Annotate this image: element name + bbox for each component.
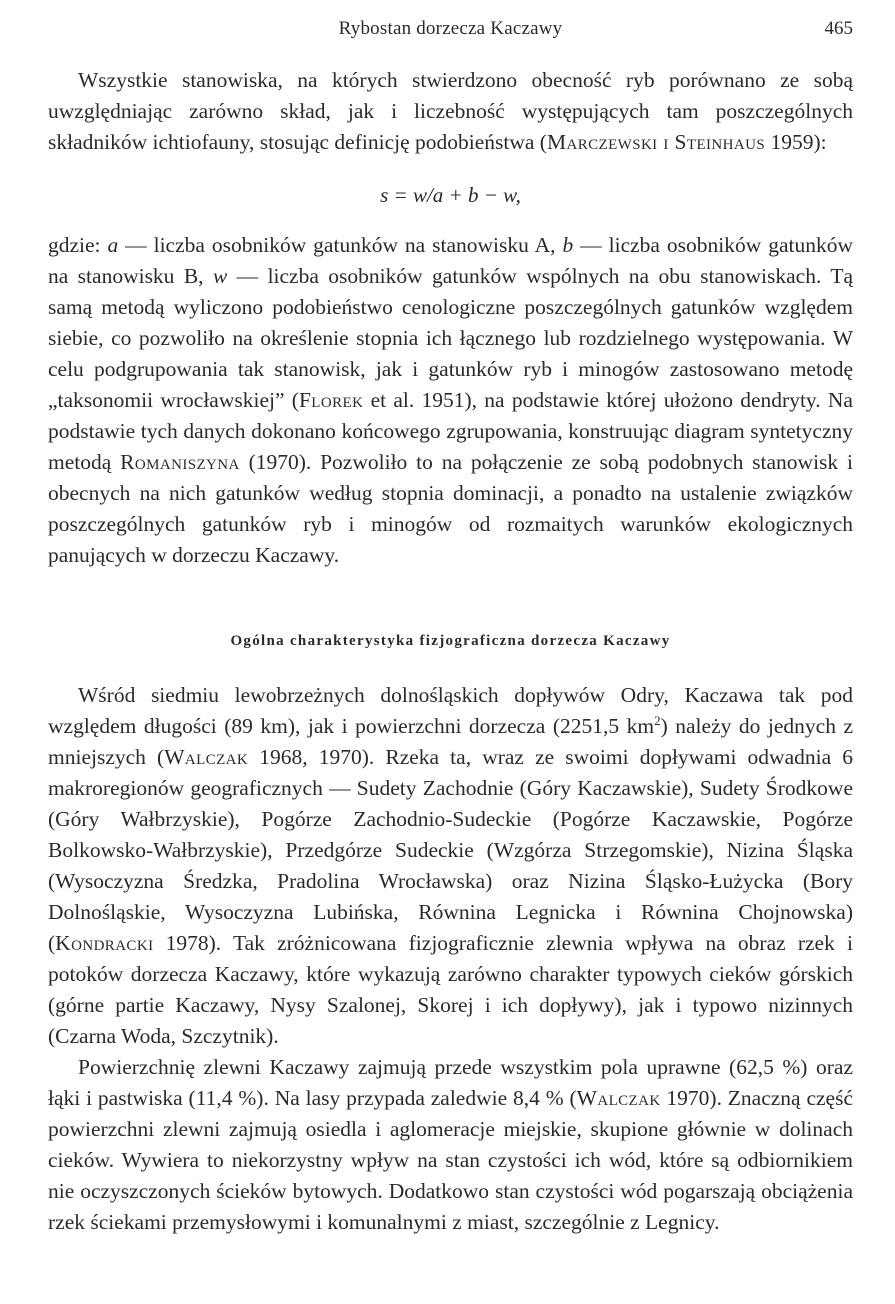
- text-segment: Powierzchnię zlewni Kaczawy zajmują przede wszystkim pola uprawne (62,5 %) oraz łąki i pastwiska (11,4 %). Na lasy przypada zaledwie 8,4 % (: [48, 1055, 853, 1110]
- text-segment: gdzie:: [48, 233, 108, 257]
- variable-w: w: [212, 264, 228, 288]
- running-header: [48, 18, 853, 50]
- text-segment: ) należy do jednych z mniejszych (: [48, 714, 853, 769]
- text-segment: et al. 1951), na podstawie której ułożono dendryty. Na podstawie tych danych dokonano końcowego zgrupowania, konstruując diagram syntetyczny metodą: [48, 388, 853, 474]
- paragraph-land-use: [48, 1052, 853, 1238]
- page-number: 465: [824, 18, 853, 39]
- text-segment: 1970). Znaczną część powierzchni zlewni zajmują osiedla i aglomeracje miejskie, skupione głównie w dolinach cieków. Wywiera to niekorzystny wpływ na stan czystości ich wód, które są odbiornikiem nie oczyszczonych ścieków bytowych. Dodatkowo stan czystości wód pogarszają obciążenia rzek ściekami przemysłowymi i komunalnymi z miast, szczególnie z Legnicy.: [48, 1086, 853, 1234]
- citation: Walczak: [164, 745, 249, 769]
- paragraph-formula-explanation: [48, 230, 853, 571]
- section-heading: Ogólna charakterystyka fizjograficzna dorzecza Kaczawy: [230, 633, 671, 649]
- running-title: Rybostan dorzecza Kaczawy: [338, 18, 563, 39]
- similarity-formula: s = w/a + b − w,: [380, 183, 521, 207]
- citation: Romaniszyna: [120, 450, 240, 474]
- paragraph-physiography: [48, 680, 853, 1052]
- variable-b: b: [562, 233, 574, 257]
- text-segment: Wszystkie stanowiska, na których stwierdzono obecność ryb porównano ze sobą uwzględniając zarówno skład, jak i liczebność występujących tam poszczególnych składników ichtiofauny, stosując definicję podobieństwa (: [48, 68, 853, 154]
- document-page: [48, 18, 853, 1238]
- text-segment: — liczba osobników gatunków na stanowisku A,: [118, 233, 563, 257]
- citation: Kondracki: [55, 931, 154, 955]
- paragraph-methods-similarity: [48, 65, 853, 158]
- citation: Marczewski i Steinhaus: [546, 130, 766, 154]
- text-segment: — liczba osobników gatunków wspólnych na obu stanowiskach. Tą samą metodą wyliczono podobieństwo cenologiczne poszczególnych gatunków względem siebie, co pozwoliło na określenie stopnia ich łącznego lub rozdzielnego występowania. W celu podgrupowania tak stanowisk, jak i gatunków ryb i minogów zastosowano metodę „taksonomii wrocławskiej” (: [48, 264, 853, 412]
- citation: Walczak: [576, 1086, 661, 1110]
- text-segment: — liczba osobników gatunków na stanowisku B,: [48, 233, 853, 288]
- text-segment: Wśród siedmiu lewobrzeżnych dolnośląskich dopływów Odry, Kaczawa tak pod względem długości (89 km), jak i powierzchni dorzecza (2251,5 km: [48, 683, 853, 738]
- text-segment: 1968, 1970). Rzeka ta, wraz ze swoimi dopływami odwadnia 6 makroregionów geograficznych — Sudety Zachodnie (Góry Kaczawskie), Sudety Środkowe (Góry Wałbrzyskie), Pogórze Zachodnio-Sudeckie (Pogórze Kaczawskie, Pogórze Bolkowsko-Wałbrzyskie), Przedgórze Sudeckie (Wzgórza Strzegomskie), Nizina Śląska (Wysoczyzna Średzka, Pradolina Wrocławska) oraz Nizina Śląsko-Łużycka (Bory Dolnośląskie, Wysoczyzna Lubińska, Równina Legnicka i Równina Chojnowska) (: [48, 745, 853, 955]
- citation: Florek: [298, 388, 364, 412]
- text-segment: 1959):: [765, 130, 827, 154]
- text-segment: 1978). Tak zróżnicowana fizjograficznie zlewnia wpływa na obraz rzek i potoków dorzecza Kaczawy, które wykazują zarówno charakter typowych cieków górskich (górne partie Kaczawy, Nysy Szalonej, Skorej i ich dopływy), jak i typowo nizinnych (Czarna Woda, Szczytnik).: [48, 931, 853, 1048]
- variable-a: a: [107, 233, 119, 257]
- text-segment: (1970). Pozwoliło to na połączenie ze sobą podobnych stanowisk i obecnych na nich gatunków według stopnia dominacji, a ponadto na ustalenie związków poszczególnych gatunków ryb i minogów od rozmaitych warunków ekologicznych panujących w dorzeczu Kaczawy.: [48, 450, 853, 567]
- superscript: 2: [654, 712, 661, 728]
